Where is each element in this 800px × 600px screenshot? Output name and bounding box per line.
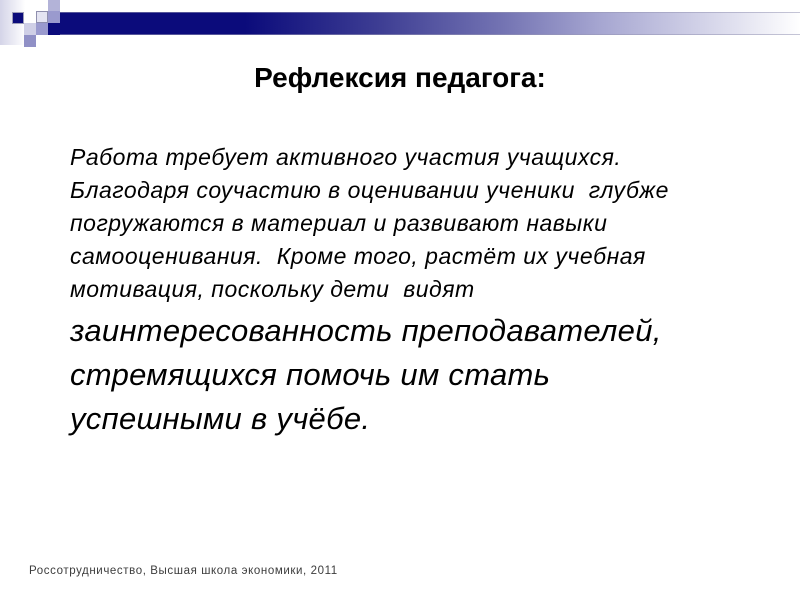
decor-square-dark-purple	[24, 35, 36, 47]
decor-square-mid-upper	[48, 11, 60, 23]
footer-credit: Россотрудничество, Высшая школа экономики, 2011	[29, 565, 338, 577]
body-paragraph-small	[70, 141, 760, 306]
decor-square-light-lavender	[24, 23, 36, 35]
header-bar	[60, 12, 800, 35]
decor-square-navy	[12, 12, 24, 24]
body-line: успешными в учёбе.	[70, 401, 371, 436]
body-paragraph-large	[70, 309, 760, 441]
body-line: самооценивания. Кроме того, растёт их учебная	[70, 243, 646, 269]
body-line: мотивация, поскольку дети видят	[70, 276, 475, 302]
decor-square-navy-notch	[48, 23, 60, 35]
decor-square-mid-lower	[36, 23, 48, 35]
body-line: Благодаря соучастию в оценивании ученики глубже	[70, 177, 669, 203]
body-line: Работа требует активного участия учащихся.	[70, 144, 622, 170]
body-line: стремящихся помочь им стать	[70, 357, 551, 392]
decor-square-pale-bordered	[36, 11, 48, 23]
slide-body	[70, 141, 760, 441]
slide-title: Рефлексия педагога:	[254, 62, 546, 93]
body-line: заинтересованность преподавателей,	[70, 313, 662, 348]
body-line: погружаются в материал и развивают навыки	[70, 210, 608, 236]
